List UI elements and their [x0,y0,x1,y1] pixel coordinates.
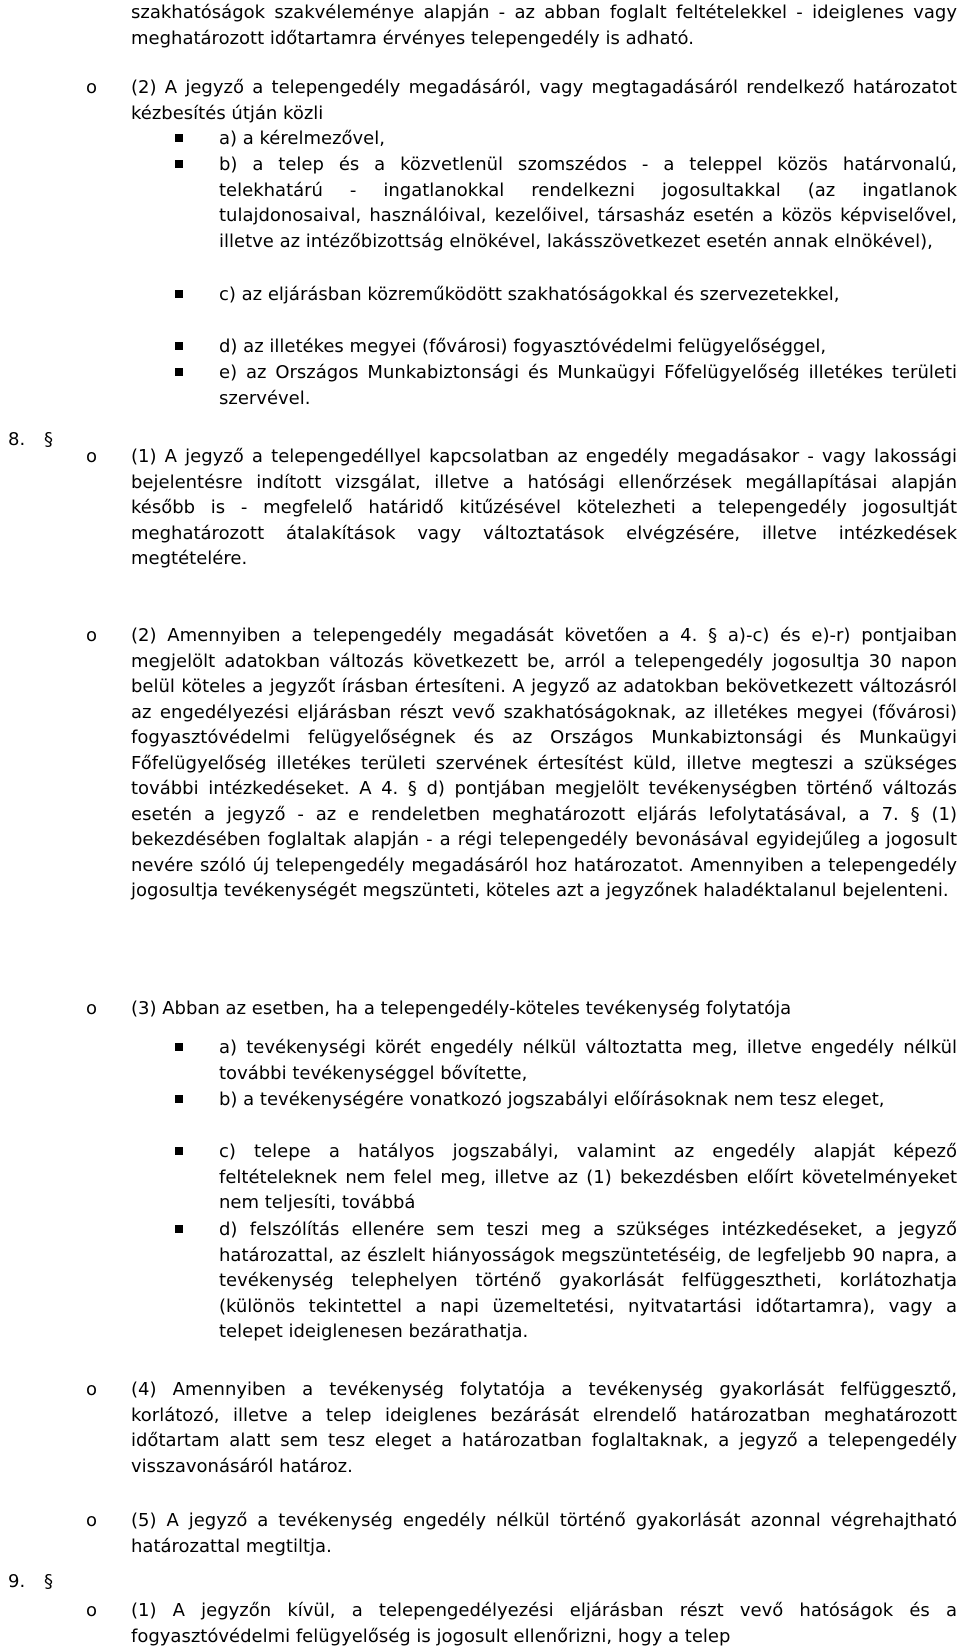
paragraph-8-1: (1) A jegyző a telepengedéllyel kapcsolatban az engedély megadásakor - vagy lakossági bejelentésre indított vizsgálat, illetve a hatósági ellenőrzések megállapításai alapján később is - megfelelő határidő kitűzésével kötelezheti a telepengedély jogosultját meghatározott átalakítások vagy változtatások elvégzésére, illetve intézkedések megtételére. [131,446,957,569]
list-item-7-2-c: c) az eljárásban közreműködött szakhatóságokkal és szervezetekkel, [219,284,840,305]
paragraph-7-2: (2) A jegyző a telepengedély megadásáról, vagy megtagadásáról rendelkező határozatot kézbesítés útján közli [131,77,957,124]
bullet-square-icon [175,1095,183,1103]
bullet-circle-icon: o [86,446,98,467]
list-item-8-3-d: d) felszólítás ellenére sem teszi meg a szükséges intézkedéseket, a jegyző határozattal, az észlelt hiányosságok megszüntetéséig, de legfeljebb 90 napra, a tevékenység telephelyen történő gyakorlását felfüggesztheti, korlátozhatja (különös tekintettel a napi üzemeltetési, nyitvatartási időtartamra), vagy a telepet ideiglenesen bezárathatja. [219,1219,957,1342]
paragraph-continuation: szakhatóságok szakvéleménye alapján - az abban foglalt feltételekkel - ideiglenes vagy meghatározott időtartamra érvényes telepengedély is adható. [131,2,957,49]
paragraph-9-1: (1) A jegyzőn kívül, a telepengedélyezési eljárásban részt vevő hatóságok és a fogyasztóvédelmi felügyelőség is jogosult ellenőrizni, hogy a telep [131,1600,957,1647]
bullet-circle-icon: o [86,1379,98,1400]
bullet-square-icon [175,1043,183,1051]
paragraph-8-3: (3) Abban az esetben, ha a telepengedély-köteles tevékenység folytatója [131,998,792,1019]
bullet-circle-icon: o [86,998,98,1019]
list-item-7-2-a: a) a kérelmezővel, [219,128,385,149]
section-sign-9: § [44,1571,53,1592]
bullet-square-icon [175,1225,183,1233]
list-item-7-2-b: b) a telep és a közvetlenül szomszédos - a teleppel közös határvonalú, telekhatárú - ingatlanokkal rendelkezni jogosultakkal (az ingatlanok tulajdonosaival, használóival, kezelőivel, társasház esetén a közös képviselővel, illetve az intézőbizottság elnökével, lakásszövetkezet esetén annak elnökével), [219,154,957,252]
paragraph-8-5: (5) A jegyző a tevékenység engedély nélkül történő gyakorlását azonnal végrehajtható határozattal megtiltja. [131,1510,957,1557]
section-sign-8: § [44,429,53,450]
bullet-square-icon [175,134,183,142]
bullet-circle-icon: o [86,625,98,646]
bullet-circle-icon: o [86,1510,98,1531]
paragraph-8-4: (4) Amennyiben a tevékenység folytatója a tevékenység gyakorlását felfüggesztő, korlátozó, illetve a telep ideiglenes bezárását elrendelő határozatban meghatározott időtartam alatt sem tesz eleget a határozatban foglaltaknak, a jegyző a telepengedély visszavonásáról határoz. [131,1379,957,1477]
bullet-square-icon [175,368,183,376]
list-item-8-3-a: a) tevékenységi körét engedély nélkül változtatta meg, illetve engedély nélkül további tevékenységgel bővítette, [219,1037,957,1084]
section-number-8: 8. [8,429,26,450]
bullet-square-icon [175,342,183,350]
bullet-square-icon [175,1147,183,1155]
bullet-circle-icon: o [86,1600,98,1621]
list-item-7-2-e: e) az Országos Munkabiztonsági és Munkaügyi Főfelügyelőség illetékes területi szervével. [219,362,957,409]
list-item-8-3-c: c) telepe a hatályos jogszabályi, valamint az engedély alapját képező feltételeknek nem felel meg, illetve az (1) bekezdésben előírt követelményeket nem teljesíti, továbbá [219,1141,957,1213]
list-item-8-3-b: b) a tevékenységére vonatkozó jogszabályi előírásoknak nem tesz eleget, [219,1089,885,1110]
bullet-square-icon [175,290,183,298]
paragraph-8-2: (2) Amennyiben a telepengedély megadását követően a 4. § a)-c) és e)-r) pontjaiban megjelölt adatokban változás következett be, arról a telepengedély jogosultja 30 napon belül köteles a jegyzőt írásban értesíteni. A jegyző az adatokban bekövetkezett változásról az engedélyezési eljárásban részt vevő szakhatóságoknak, az illetékes megyei (fővárosi) fogyasztóvédelmi felügyelőségnek és az Országos Munkabiztonsági és Munkaügyi Főfelügyelőség illetékes területi szervének értesítést küld, illetve megteszi a szükséges további intézkedéseket. A 4. § d) pontjában megjelölt tevékenységben történő változás esetén a jegyző - az e rendeletben meghatározott eljárás lefolytatásával, a 7. § (1) bekezdésében foglaltak alapján - a régi telepengedély bevonásával egyidejűleg a jogosult nevére szóló új telepengedély megadásáról hoz határozatot. Amennyiben a telepengedély jogosultja tevékenységét megszünteti, köteles azt a jegyzőnek haladéktalanul bejelenteni. [131,625,957,901]
bullet-square-icon [175,160,183,168]
section-number-9: 9. [8,1571,26,1592]
bullet-circle-icon: o [86,77,98,98]
list-item-7-2-d: d) az illetékes megyei (fővárosi) fogyasztóvédelmi felügyelőséggel, [219,336,827,357]
